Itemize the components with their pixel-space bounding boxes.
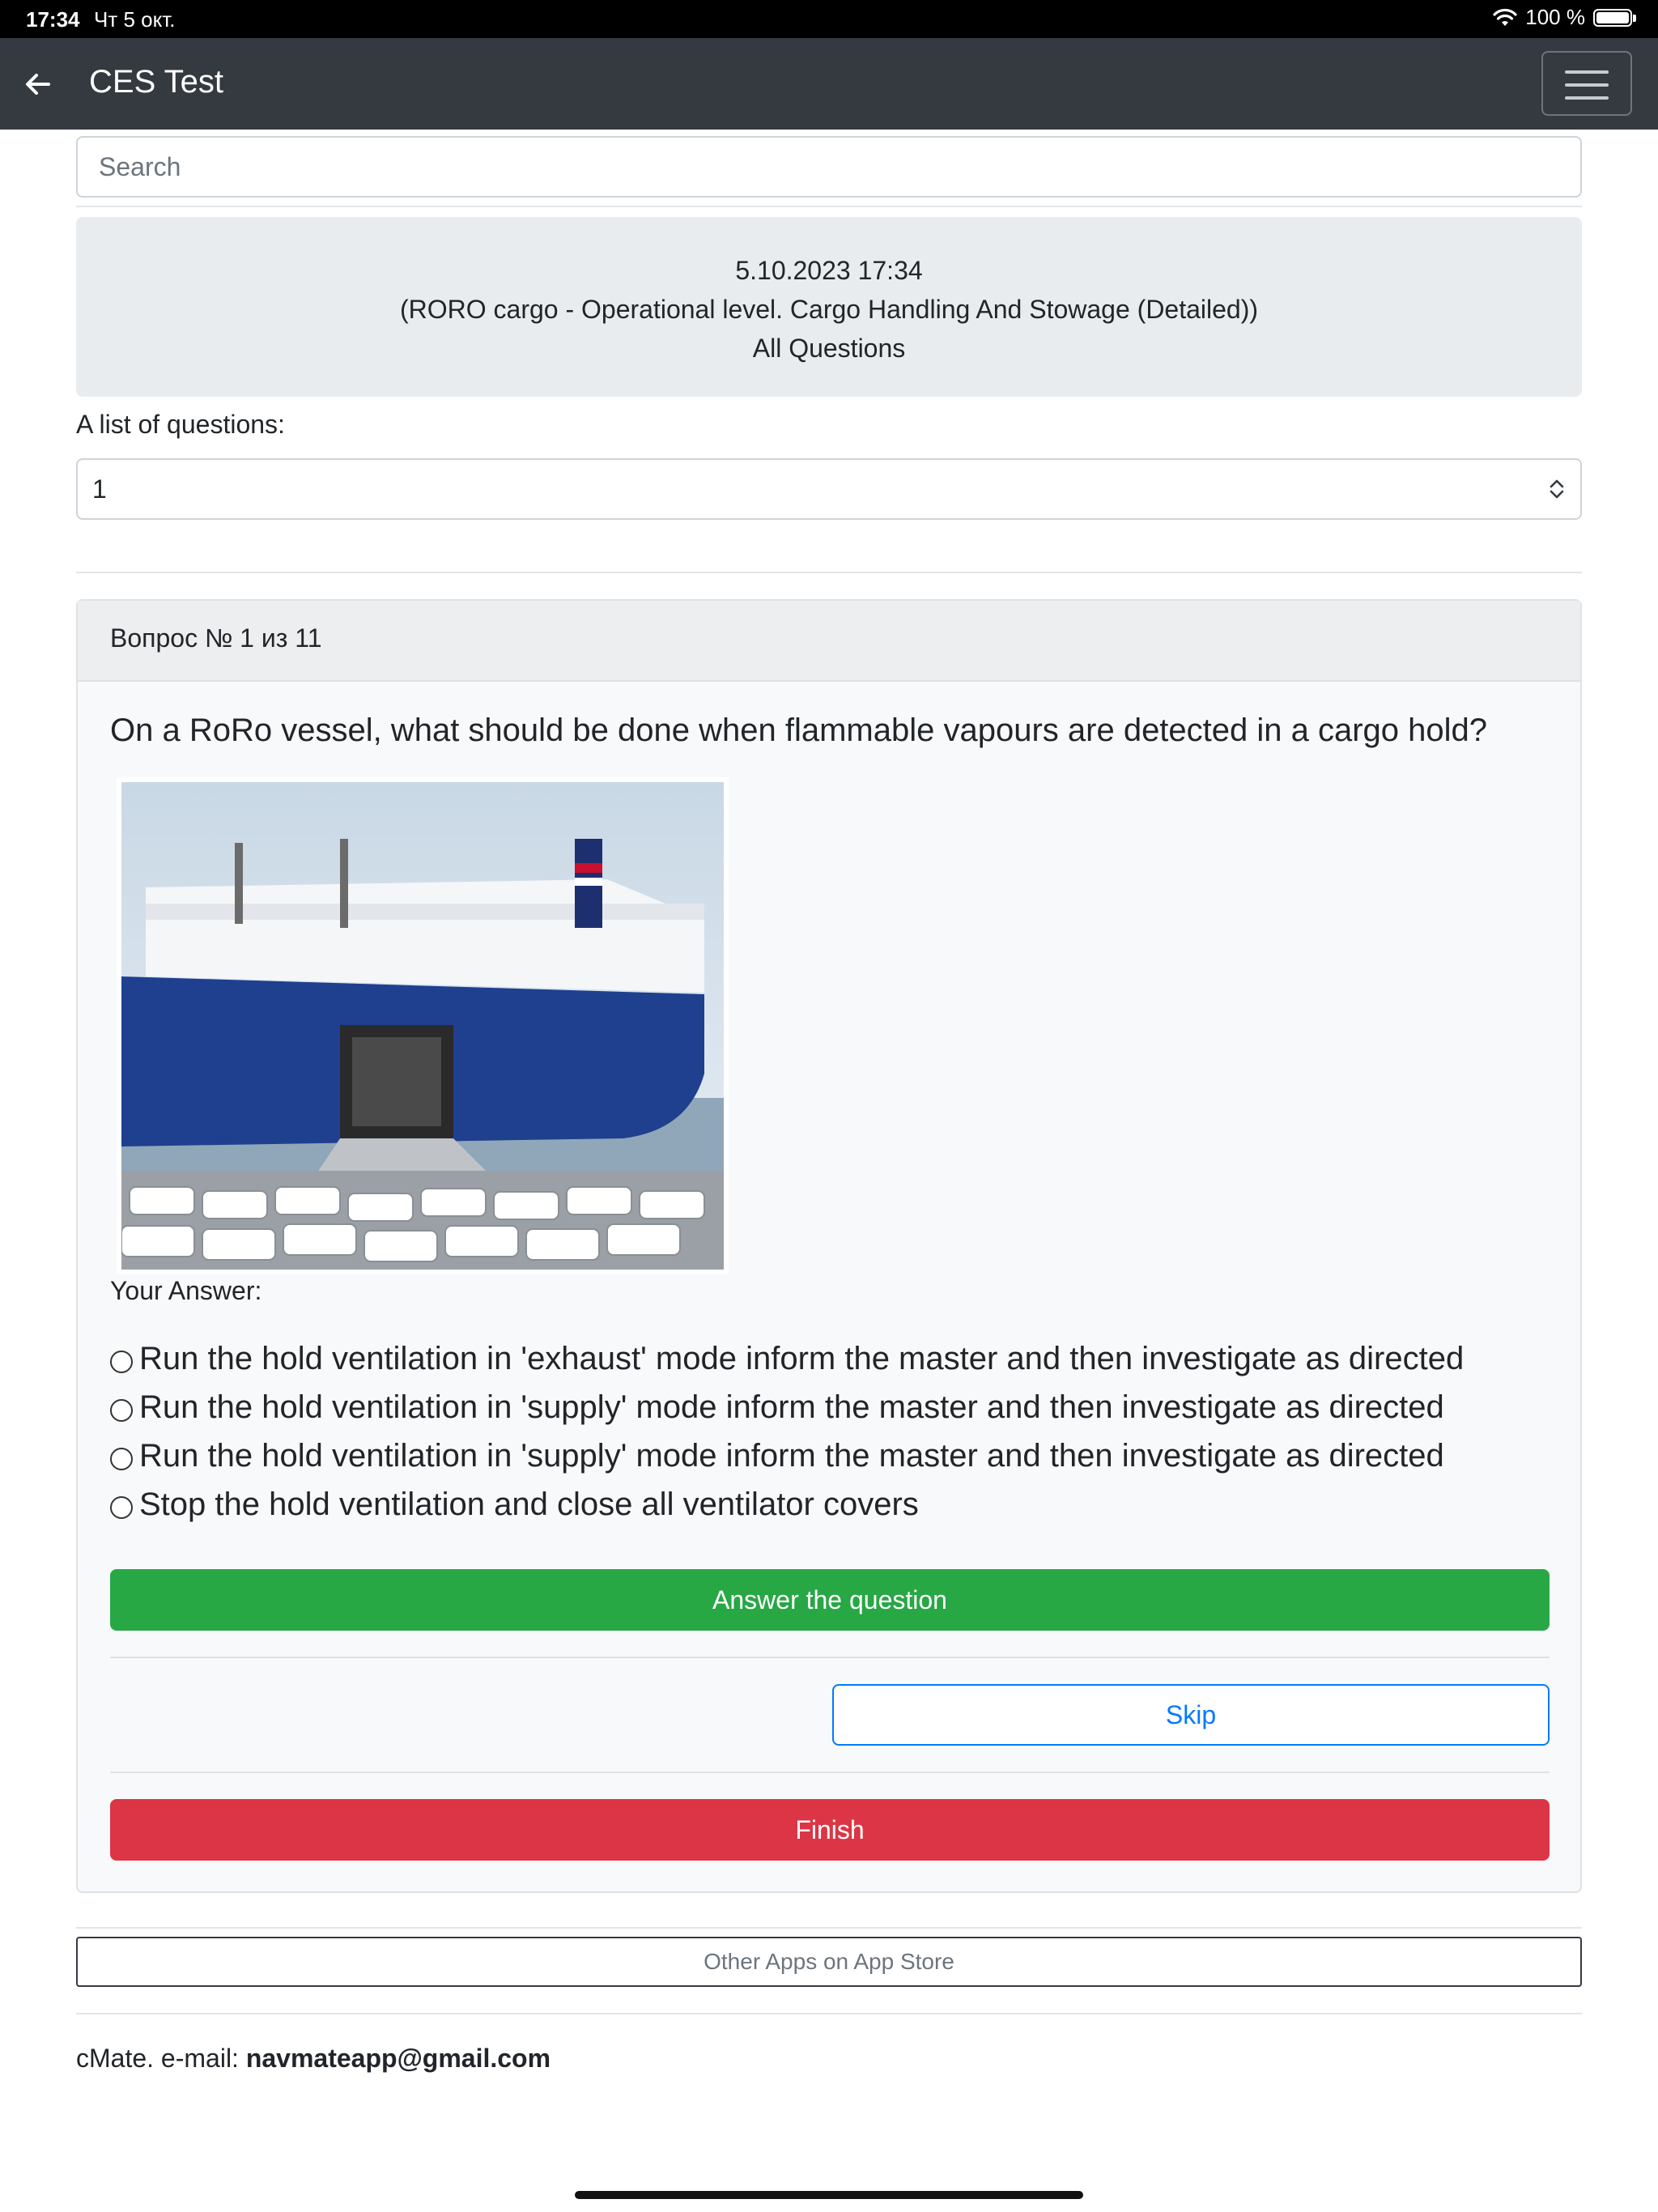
divider — [76, 572, 1582, 573]
question-text: On a RoRo vessel, what should be done when flammable vapours are detected in a cargo hold? — [110, 713, 1488, 748]
test-topic: (RORO cargo - Operational level. Cargo Handling And Stowage (Detailed)) — [399, 295, 1259, 324]
skip-button[interactable]: Skip — [832, 1684, 1550, 1746]
answer-option[interactable] — [110, 1487, 919, 1523]
status-date: Чт 5 окт. — [94, 7, 176, 32]
answer-option-label: Run the hold ventilation in 'supply' mode inform the master and then investigate as directed — [139, 1438, 1444, 1474]
search-input[interactable] — [76, 136, 1582, 198]
other-apps-button[interactable]: Other Apps on App Store — [76, 1937, 1582, 1987]
wifi-icon — [1493, 8, 1517, 28]
answer-option-label: Run the hold ventilation in 'exhaust' mode inform the master and then investigate as directed — [139, 1341, 1465, 1376]
answer-option-label: Stop the hold ventilation and close all ventilator covers — [139, 1487, 919, 1522]
question-counter: Вопрос № 1 из 11 — [78, 601, 1580, 682]
hamburger-icon-line — [1565, 83, 1609, 87]
answer-option[interactable] — [110, 1341, 1464, 1377]
home-indicator[interactable] — [575, 2191, 1083, 2199]
divider — [110, 1772, 1550, 1773]
radio-button[interactable] — [110, 1351, 133, 1373]
back-arrow-icon[interactable] — [21, 67, 55, 101]
select-arrows-icon — [1548, 478, 1566, 500]
question-select-value: 1 — [92, 474, 107, 504]
your-answer-label: Your Answer: — [110, 1276, 262, 1305]
answer-option[interactable] — [110, 1438, 1444, 1474]
radio-button[interactable] — [110, 1496, 133, 1519]
test-datetime: 5.10.2023 17:34 — [735, 256, 923, 285]
footer-text: cMate. e-mail: — [76, 2044, 246, 2073]
radio-button[interactable] — [110, 1399, 133, 1422]
test-mode: All Questions — [752, 334, 906, 363]
question-card — [76, 599, 1582, 1893]
navbar-title: CES Test — [89, 64, 223, 100]
battery-icon — [1593, 9, 1632, 27]
status-bar — [0, 0, 1658, 38]
navbar — [0, 38, 1658, 130]
answer-option-label: Run the hold ventilation in 'supply' mode inform the master and then investigate as directed — [139, 1389, 1444, 1425]
divider — [76, 206, 1582, 207]
hamburger-icon-line — [1565, 96, 1609, 100]
battery-percent: 100 % — [1525, 5, 1585, 29]
roro-ship-picture — [121, 782, 724, 1270]
footer-email[interactable]: navmateapp@gmail.com — [245, 2044, 551, 2073]
divider — [110, 1657, 1550, 1658]
radio-button[interactable] — [110, 1448, 133, 1470]
menu-toggle-button[interactable] — [1541, 51, 1632, 116]
answer-option[interactable] — [110, 1389, 1444, 1426]
divider — [76, 2013, 1582, 2014]
question-image — [117, 777, 729, 1274]
question-select[interactable] — [76, 458, 1582, 520]
question-list-label: A list of questions: — [76, 410, 285, 439]
answer-button[interactable]: Answer the question — [110, 1569, 1550, 1631]
finish-button[interactable]: Finish — [110, 1799, 1550, 1861]
divider — [76, 1927, 1582, 1929]
status-time: 17:34 — [26, 7, 80, 32]
footer — [76, 2044, 1582, 2074]
status-right — [1493, 5, 1632, 30]
test-info-box — [76, 217, 1582, 397]
hamburger-icon-line — [1565, 70, 1609, 74]
